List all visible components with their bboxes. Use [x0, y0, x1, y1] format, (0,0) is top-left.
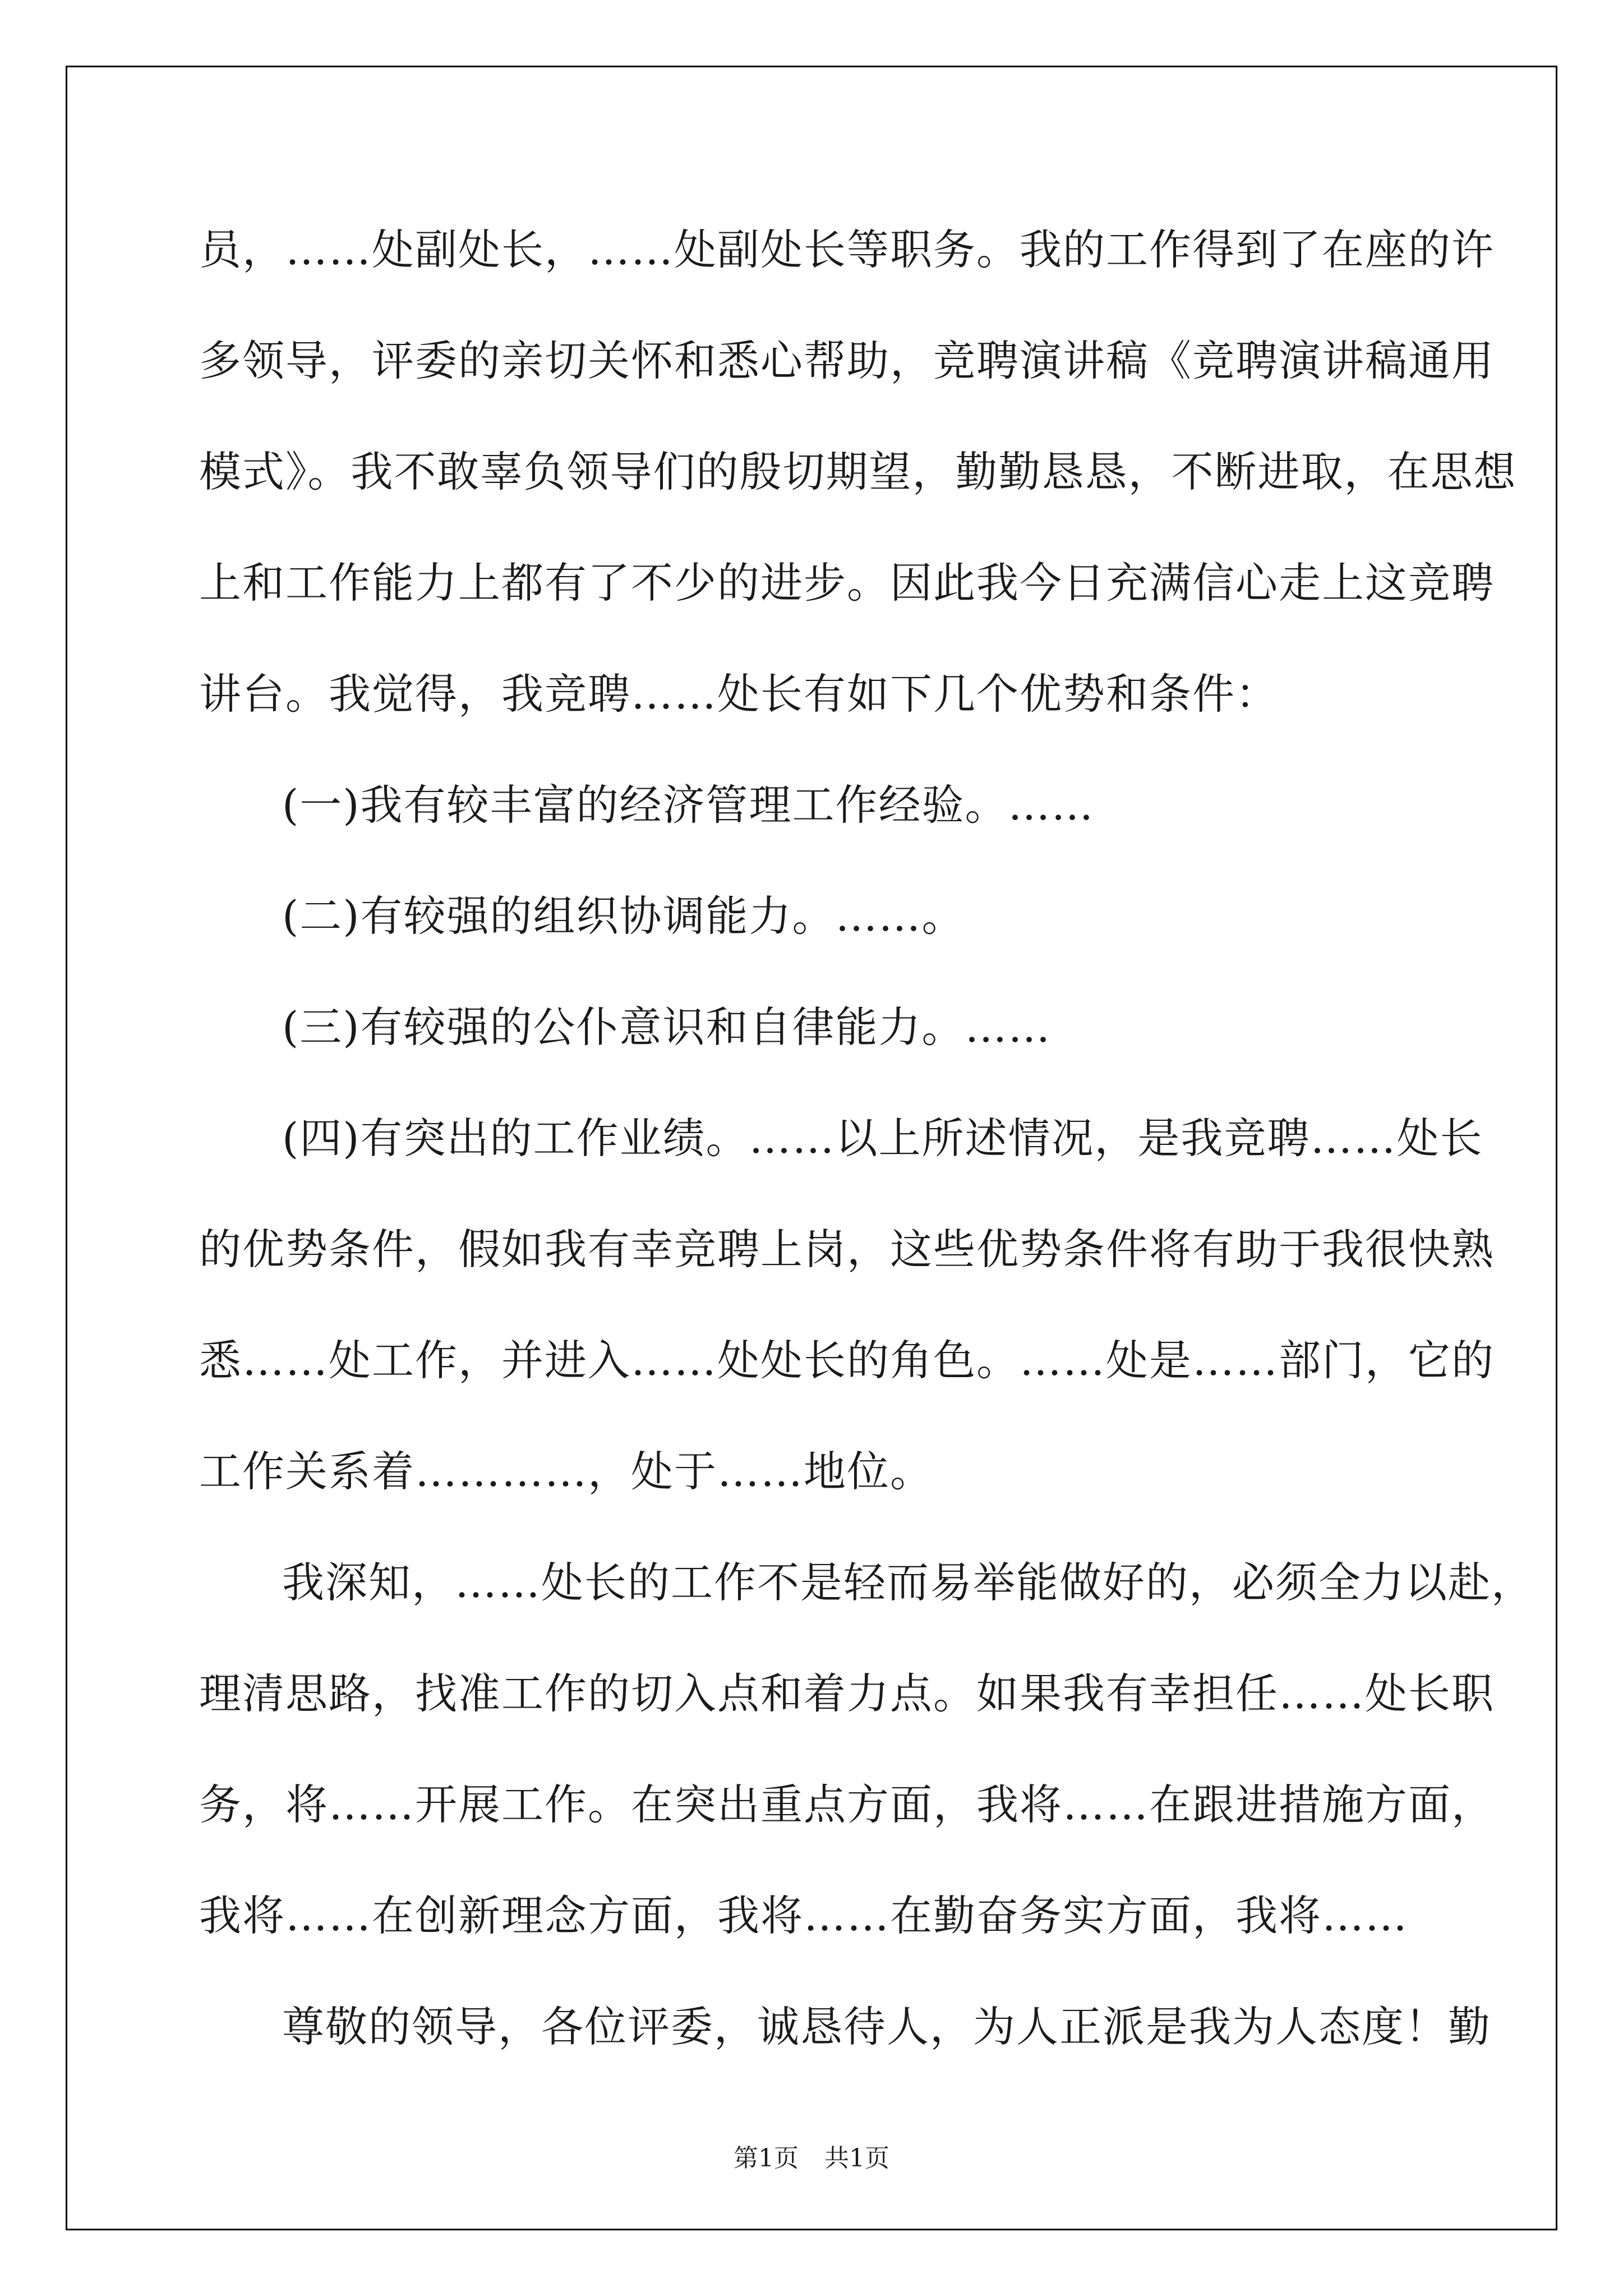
text-line: 模式》。我不敢辜负领导们的殷切期望，勤勤恳恳，不断进取，在思想: [199, 447, 1517, 496]
text-line: 工作关系着…………，处于……地位。: [199, 1447, 934, 1496]
text-line: (四)有突出的工作业绩。……以上所述情况，是我竞聘……处长: [282, 1114, 1483, 1163]
text-line: 务，将……开展工作。在突出重点方面，我将……在跟进措施方面，: [199, 1780, 1495, 1829]
text-line: 多领导，评委的亲切关怀和悉心帮助，竞聘演讲稿《竞聘演讲稿通用: [199, 336, 1495, 385]
text-line: 我深知，……处长的工作不是轻而易举能做好的，必须全力以赴，: [282, 1558, 1535, 1607]
text-line: 上和工作能力上都有了不少的进步。因此我今日充满信心走上这竞聘: [199, 558, 1495, 608]
page-number-total: 共1页: [824, 2144, 889, 2173]
page-footer: [0, 2142, 1623, 2175]
page-number-current: 第1页: [734, 2144, 799, 2173]
text-line: 我将……在创新理念方面，我将……在勤奋务实方面，我将……: [199, 1891, 1409, 1940]
text-line: 理清思路，找准工作的切入点和着力点。如果我有幸担任……处长职: [199, 1669, 1495, 1718]
text-line: 的优势条件，假如我有幸竞聘上岗，这些优势条件将有助于我很快熟: [199, 1225, 1495, 1274]
text-line: (二)有较强的组织协调能力。……。: [282, 891, 965, 941]
text-line: 员，……处副处长，……处副处长等职务。我的工作得到了在座的许: [199, 225, 1495, 274]
text-line: 悉……处工作，并进入……处处长的角色。……处是……部门，它的: [199, 1336, 1495, 1385]
text-line: (三)有较强的公仆意识和自律能力。……: [282, 1002, 1052, 1052]
text-line: (一)我有较丰富的经济管理工作经验。……: [282, 780, 1095, 830]
text-line: 尊敬的领导，各位评委，诚恳待人，为人正派是我为人态度！勤: [282, 2002, 1492, 2051]
text-line: 讲台。我觉得，我竞聘……处长有如下几个优势和条件：: [199, 669, 1279, 719]
